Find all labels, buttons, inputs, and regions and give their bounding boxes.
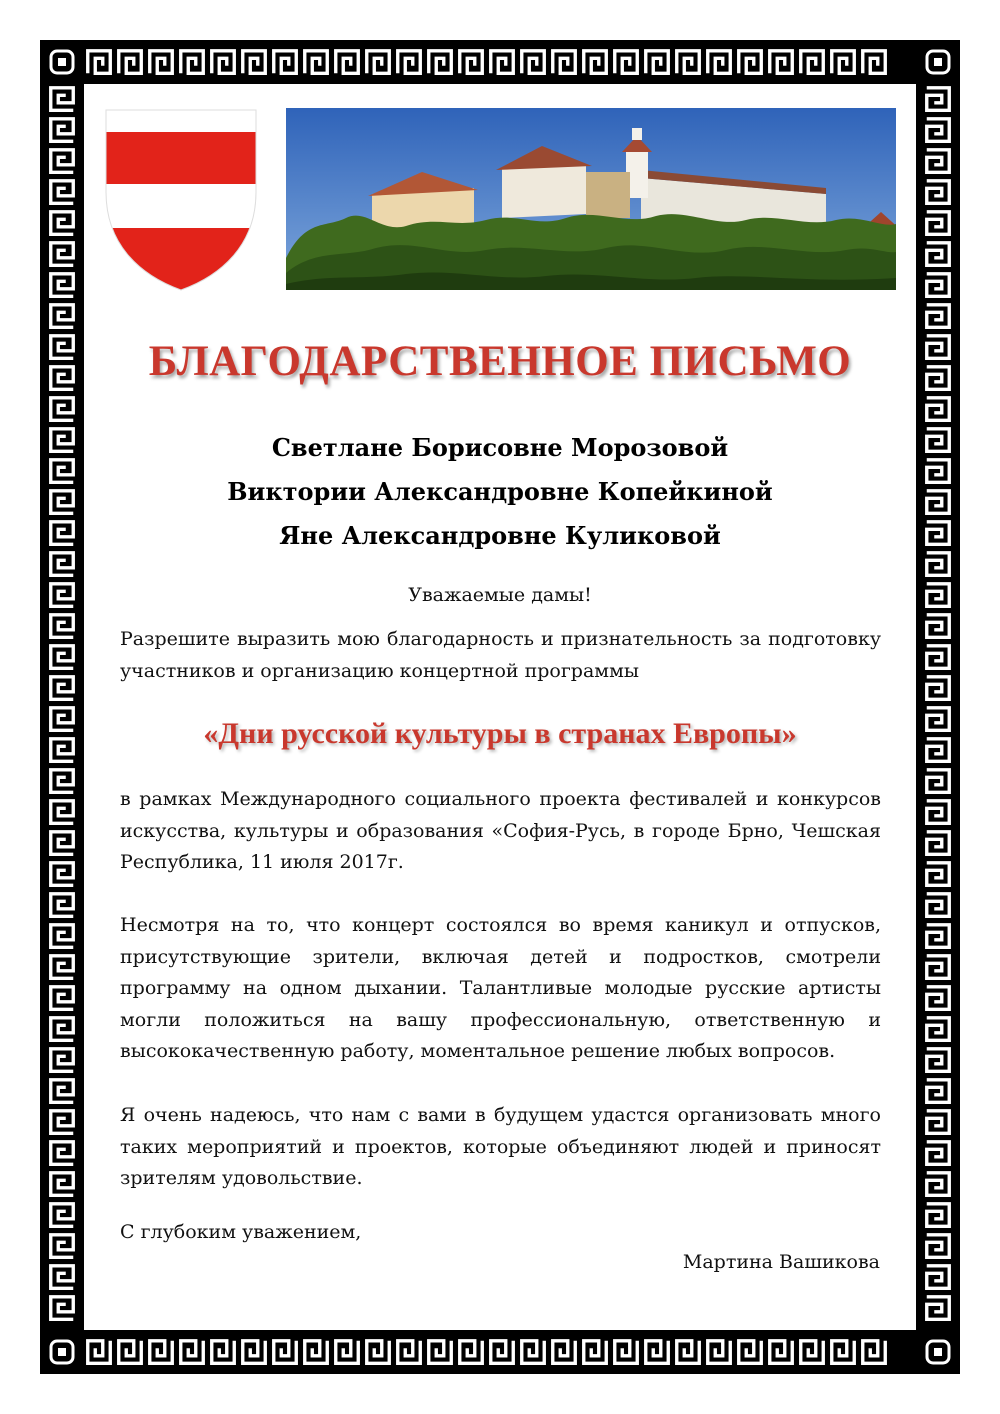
letter-body: [84, 84, 916, 1330]
recipient-list: [84, 426, 916, 558]
recipient-name: Яне Александровне Куликовой: [279, 521, 721, 550]
hope-paragraph: Я очень надеюсь, что нам с вами в будущем удастся организовать много таких мероприятий и проектов, которые объединяют людей и приносят зрителям удовольствие.: [120, 1104, 881, 1189]
spilberk-castle-image: [286, 108, 896, 290]
castle-photo: [286, 108, 896, 290]
closing-line: С глубоким уважением,: [120, 1221, 362, 1243]
page-title: БЛАГОДАРСТВЕННОЕ ПИСЬМО: [148, 338, 852, 385]
recipient-name: Виктории Александровне Копейкиной: [227, 477, 773, 506]
greeting: Уважаемые дамы!: [408, 584, 592, 606]
context-paragraph: в рамках Международного социального проекта фестивалей и конкурсов искусства, культуры и образования «София-Русь, в городе Брно, Чешская Республика, 11 июля 2017г.: [120, 788, 881, 873]
brno-coat-of-arms-icon: [102, 106, 260, 292]
intro-paragraph: Разрешите выразить мою благодарность и признательность за подготовку участников и организацию концертной программы: [120, 628, 881, 682]
recipient-name: Светлане Борисовне Морозовой: [271, 433, 729, 462]
body-paragraph: Несмотря на то, что концерт состоялся во время каникул и отпусков, присутствующие зрители, включая детей и подростков, смотрели программу на одном дыхании. Талантливые молодые русские артисты могли положиться на вашу профессиональную, ответственную и высококачественную работу, моментальное решение любых вопросов.: [120, 914, 881, 1062]
signature-name: Мартина Вашикова: [682, 1251, 880, 1273]
event-name: «Дни русской культуры в странах Европы»: [203, 717, 797, 750]
